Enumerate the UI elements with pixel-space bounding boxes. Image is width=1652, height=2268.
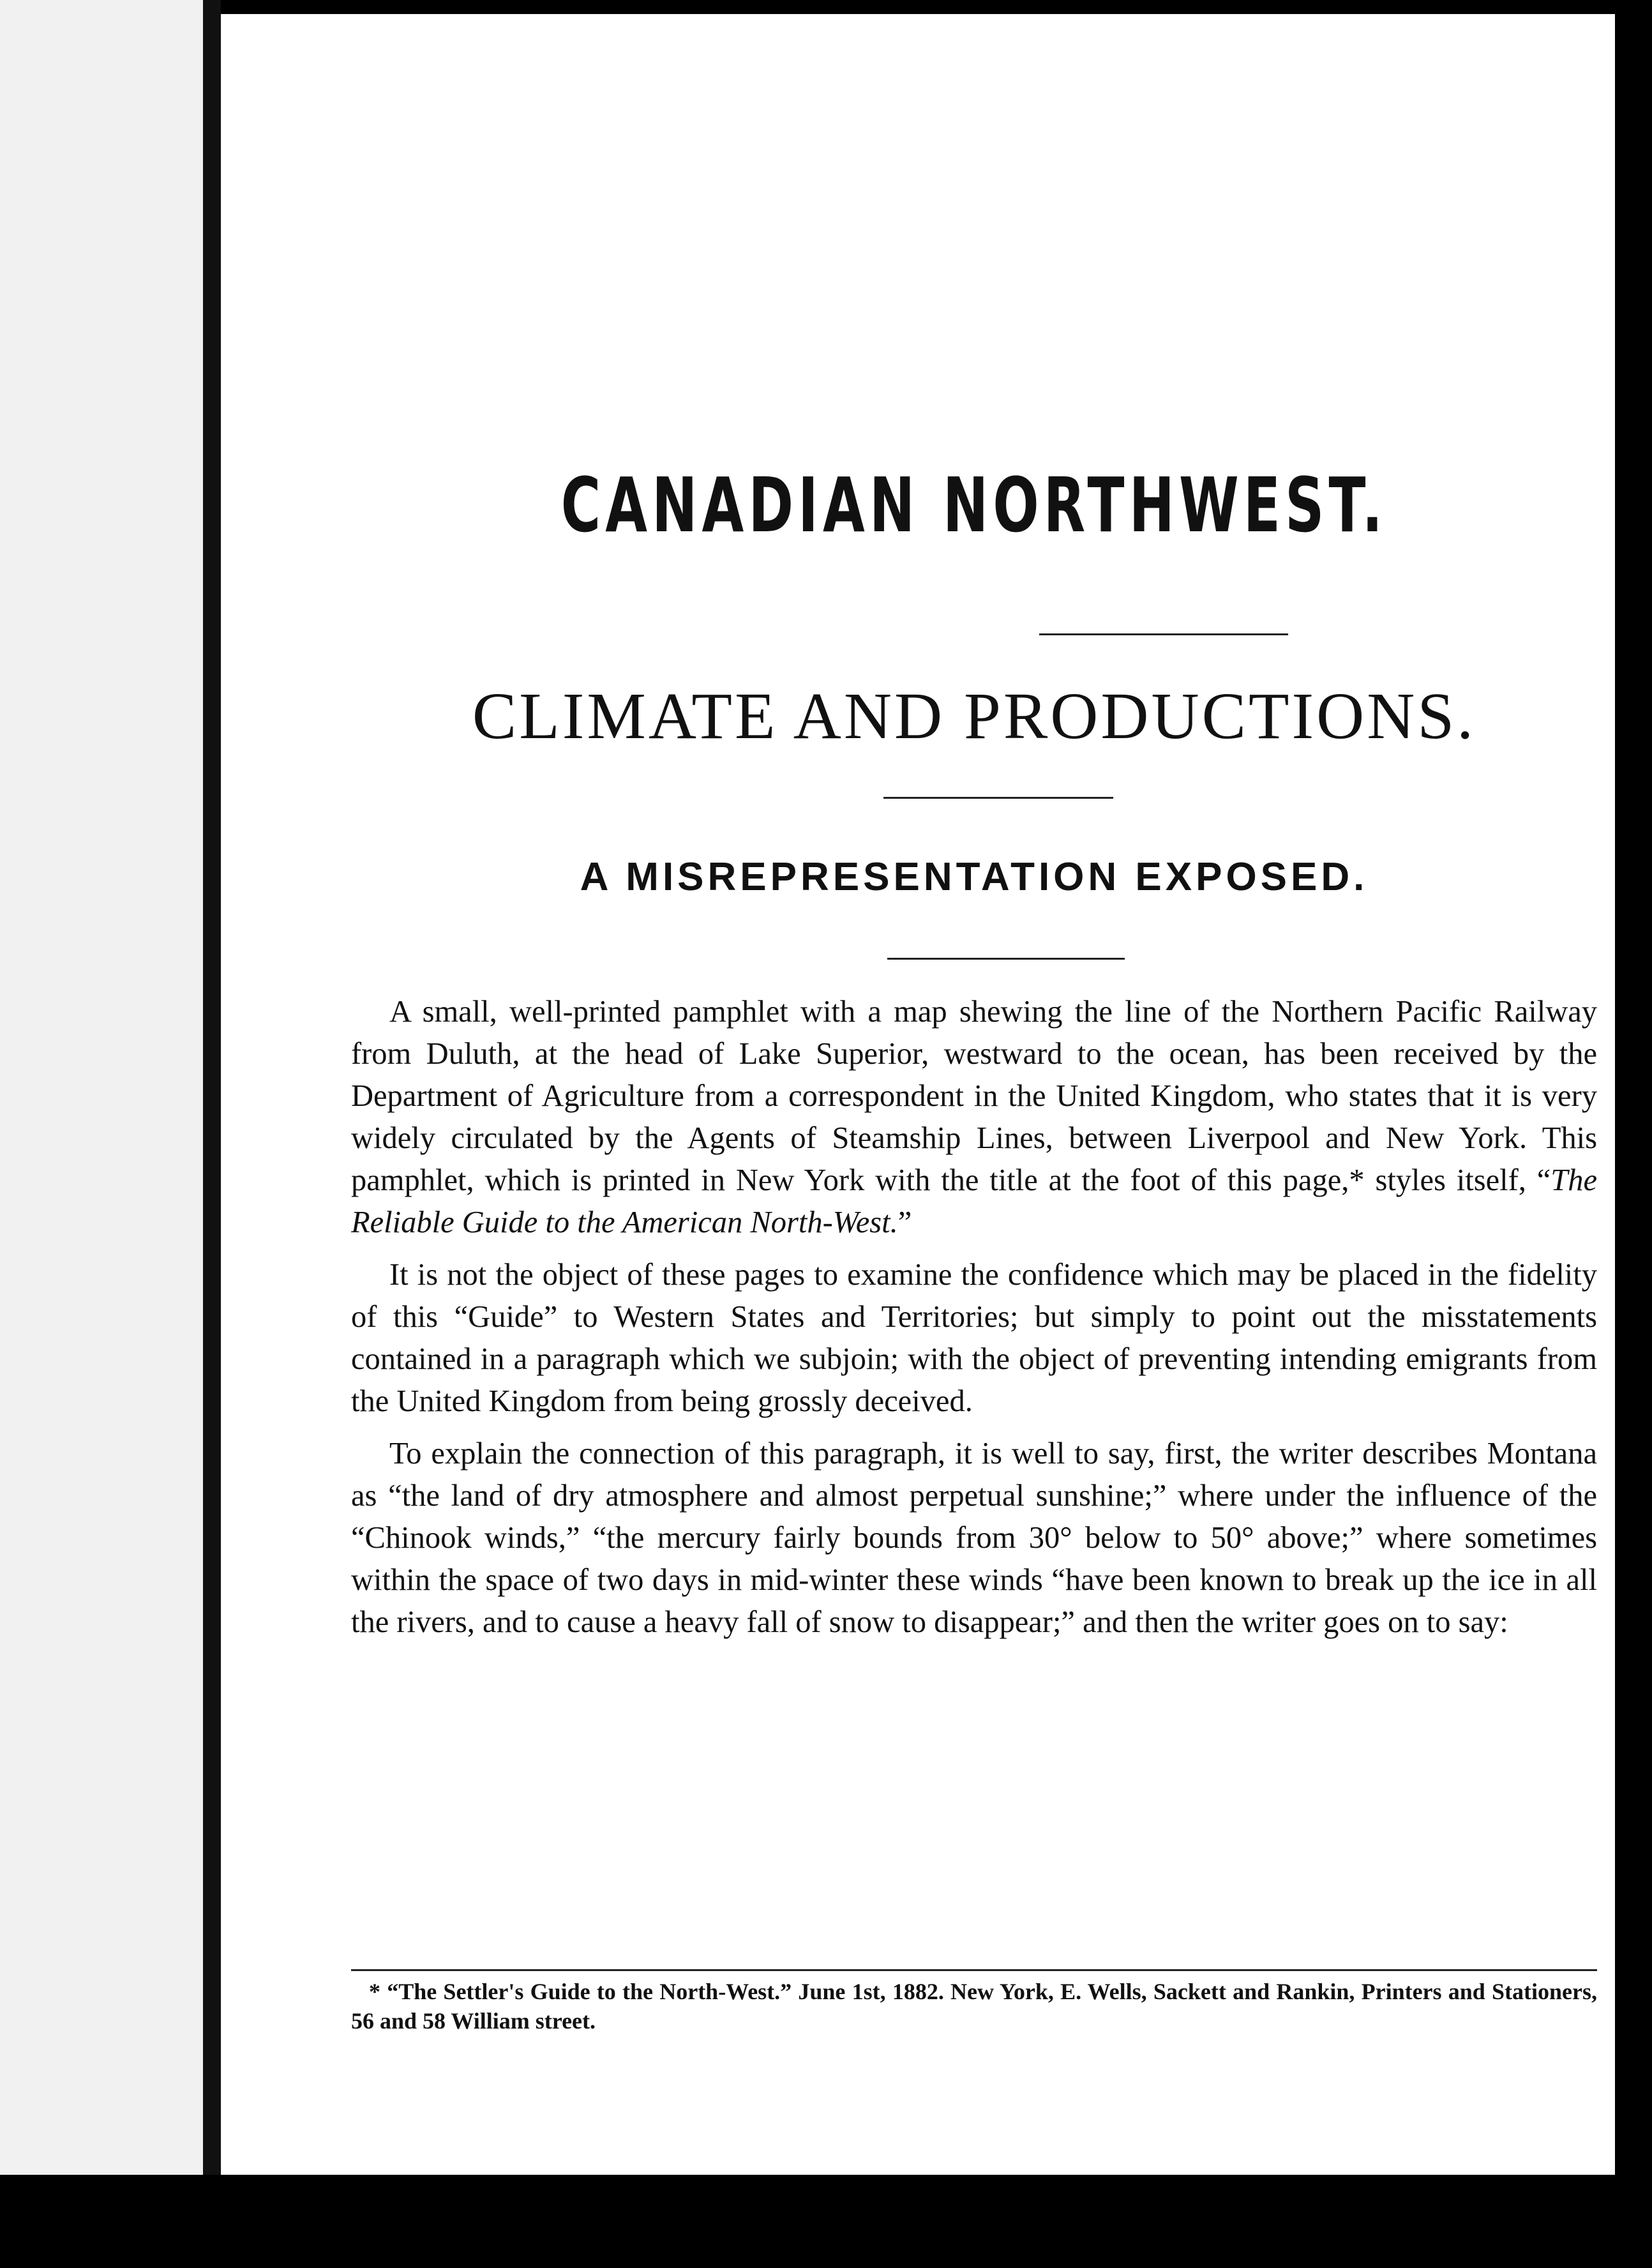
section-heading: A MISREPRESENTATION EXPOSED. bbox=[580, 855, 1369, 899]
scan-border-right bbox=[1615, 0, 1652, 2268]
page-gutter bbox=[203, 0, 221, 2268]
subtitle-divider bbox=[883, 797, 1113, 799]
footnote: * “The Settler's Guide to the North-West.” June 1st, 1882. New York, E. Wells, Sackett and Rankin, Printers and Stationers, 56 and 58 William street. bbox=[351, 1979, 1597, 2034]
paragraph: To explain the connection of this paragraph, it is well to say, first, the writer describes Montana as “the land of dry atmosphere and almost perpetual sunshine;” where under the influence of the “Chinook winds,” “the mercury fairly bounds from 30° below to 50° above;” where sometimes within the space of two days in mid-winter these winds “have been known to break up the ice in all the rivers, and to cause a heavy fall of snow to disappear;” and then the writer goes on to say: bbox=[351, 1437, 1597, 1639]
body-text bbox=[351, 991, 1597, 1654]
left-facing-page bbox=[0, 0, 203, 2268]
page-title: CANADIAN NORTHWEST. bbox=[560, 461, 1388, 549]
scan-border-bottom bbox=[0, 2175, 1652, 2268]
footnote-divider bbox=[351, 1969, 1597, 1971]
section-divider bbox=[887, 958, 1125, 960]
paragraph: It is not the object of these pages to examine the confidence which may be placed in the fidelity of this “Guide” to Western States and Territories; but simply to point out the misstatements contained in a paragraph which we subjoin; with the object of preventing intending emigrants from the United Kingdom from being grossly deceived. bbox=[351, 1258, 1597, 1418]
title-divider bbox=[1039, 633, 1288, 635]
paragraph: A small, well-printed pamphlet with a map shewing the line of the Northern Pacific Railway from Duluth, at the head of Lake Superior, westward to the ocean, has been received by the Department of Agriculture from a correspondent in the United Kingdom, who states that it is very widely circulated by the Agents of Steamship Lines, between Liverpool and New York. This pamphlet, which is printed in New York with the title at the foot of this page,* styles itself, “The Reliable Guide to the American North-West.” bbox=[351, 995, 1597, 1239]
guide-title: The Reliable Guide to the American North-West. bbox=[351, 1163, 1597, 1239]
page-subtitle: CLIMATE AND PRODUCTIONS. bbox=[472, 679, 1476, 753]
document-page bbox=[221, 14, 1615, 2175]
